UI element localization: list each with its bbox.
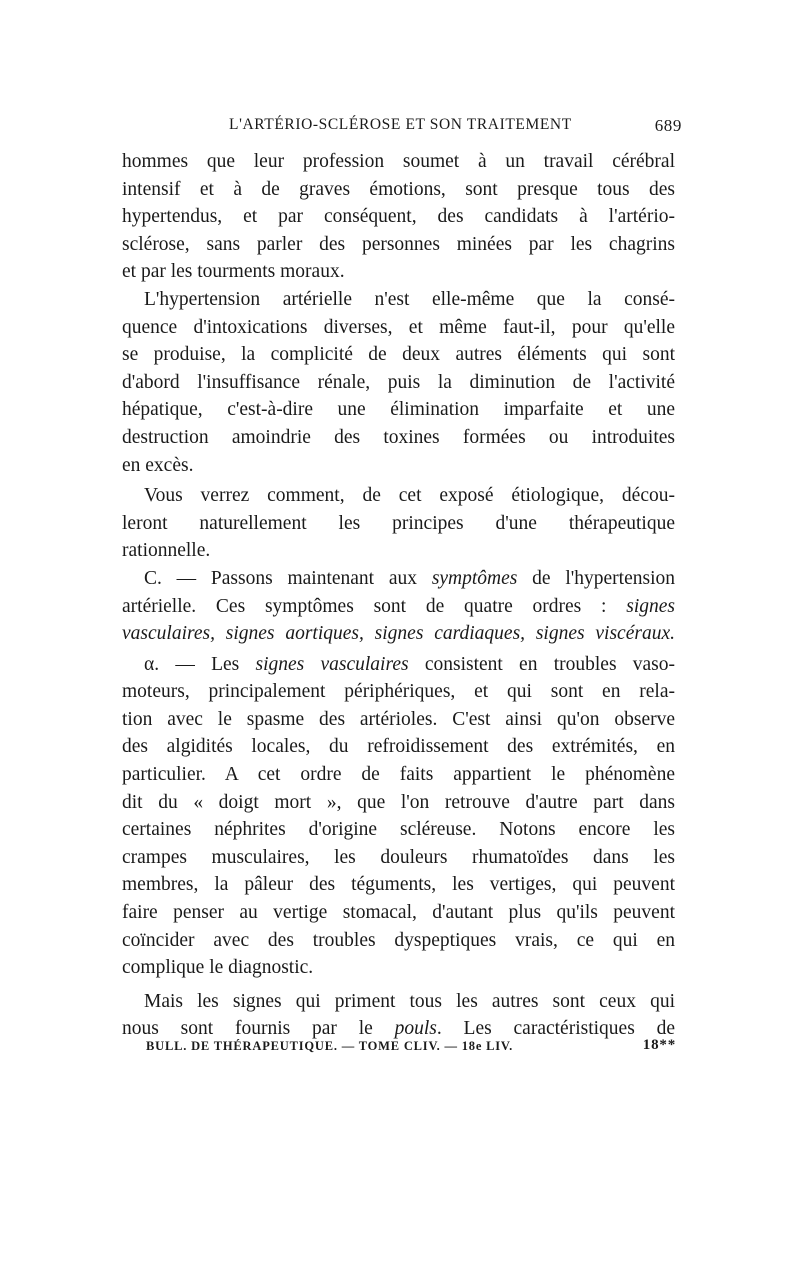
- text-line: Vous verrez comment, de cet exposé étiologique, décou-: [144, 485, 675, 507]
- emphasis: symptômes: [431, 567, 518, 589]
- text-line: membres, la pâleur des téguments, les vertiges, qui peuvent: [122, 874, 675, 896]
- text-line: tion avec le spasme des artérioles. C'est ainsi qu'on observe: [122, 708, 675, 730]
- text-line: particulier. A cet ordre de faits appartient le phénomène: [122, 764, 675, 786]
- journal-reference: BULL. DE THÉRAPEUTIQUE. — TOME CLIV. — 18e LIV.: [146, 1039, 514, 1053]
- text-line: certaines néphrites d'origine scléreuse. Notons encore les: [122, 819, 675, 841]
- line-part: de l'hypertension: [532, 567, 676, 589]
- line-part: C. — Passons maintenant aux: [144, 567, 418, 589]
- text-line: faire penser au vertige stomacal, d'autant plus qu'ils peuvent: [122, 902, 675, 924]
- text-line: dit du « doigt mort », que l'on retrouve d'autre part dans: [122, 791, 675, 813]
- text-line: et par les tourments moraux.: [122, 261, 345, 283]
- text-line: destruction amoindrie des toxines formées ou introduites: [122, 426, 675, 448]
- line-part: nous sont fournis par le: [122, 1018, 373, 1040]
- text-line: complique le diagnostic.: [122, 957, 314, 979]
- running-head: [120, 116, 682, 140]
- text-line: hommes que leur profession soumet à un travail cérébral: [122, 151, 675, 172]
- emphasis: pouls: [394, 1018, 437, 1040]
- line-part: . Les caractéristiques de: [436, 1018, 676, 1040]
- body-text: [122, 148, 675, 1043]
- emphasis: vasculaires, signes aortiques, signes cardiaques, signes viscéraux.: [122, 623, 675, 645]
- text-line: leront naturellement les principes d'une thérapeutique: [122, 512, 675, 534]
- text-line: coïncider avec des troubles dyspeptiques vrais, ce qui en: [122, 929, 675, 951]
- text-line: en excès.: [122, 454, 194, 476]
- text-line: des algidités locales, du refroidissement des extrémités, en: [122, 736, 675, 758]
- text-line: sclérose, sans parler des personnes minées par les chagrins: [122, 233, 675, 255]
- text-line: hypertendus, et par conséquent, des candidats à l'artério-: [122, 206, 675, 228]
- text-line: hépatique, c'est-à-dire une élimination imparfaite et une: [122, 399, 675, 421]
- signature-mark: 18**: [642, 1037, 676, 1053]
- text-line: moteurs, principalement périphériques, et qui sont en rela-: [122, 681, 675, 703]
- text-line: d'abord l'insuffisance rénale, puis la diminution de l'activité: [122, 371, 675, 393]
- text-line: crampes musculaires, les douleurs rhumatoïdes dans les: [122, 846, 675, 868]
- signature-line: [146, 1037, 676, 1059]
- text-line: rationnelle.: [122, 540, 211, 562]
- line-part: α. — Les: [144, 653, 240, 675]
- text-line: [122, 593, 675, 621]
- text-line: quence d'intoxications diverses, et même faut-il, pour qu'elle: [122, 316, 675, 338]
- text-line: intensif et à de graves émotions, sont presque tous des: [122, 178, 675, 200]
- text-line: [122, 651, 675, 679]
- emphasis: signes vasculaires: [255, 653, 409, 675]
- line-part: consistent en troubles vaso-: [424, 653, 676, 675]
- text-line: [122, 620, 675, 648]
- line-part: artérielle. Ces symptômes sont de quatre ordres :: [122, 595, 607, 617]
- page-number: 689: [654, 116, 682, 135]
- text-line: [122, 565, 675, 593]
- text-line: se produise, la complicité de deux autres éléments qui sont: [122, 344, 675, 366]
- running-title: L'ARTÉRIO-SCLÉROSE ET SON TRAITEMENT: [229, 116, 572, 133]
- emphasis: signes: [626, 595, 675, 617]
- text-line: Mais les signes qui priment tous les autres sont ceux qui: [144, 990, 675, 1012]
- text-line: L'hypertension artérielle n'est elle-même que la consé-: [144, 288, 675, 310]
